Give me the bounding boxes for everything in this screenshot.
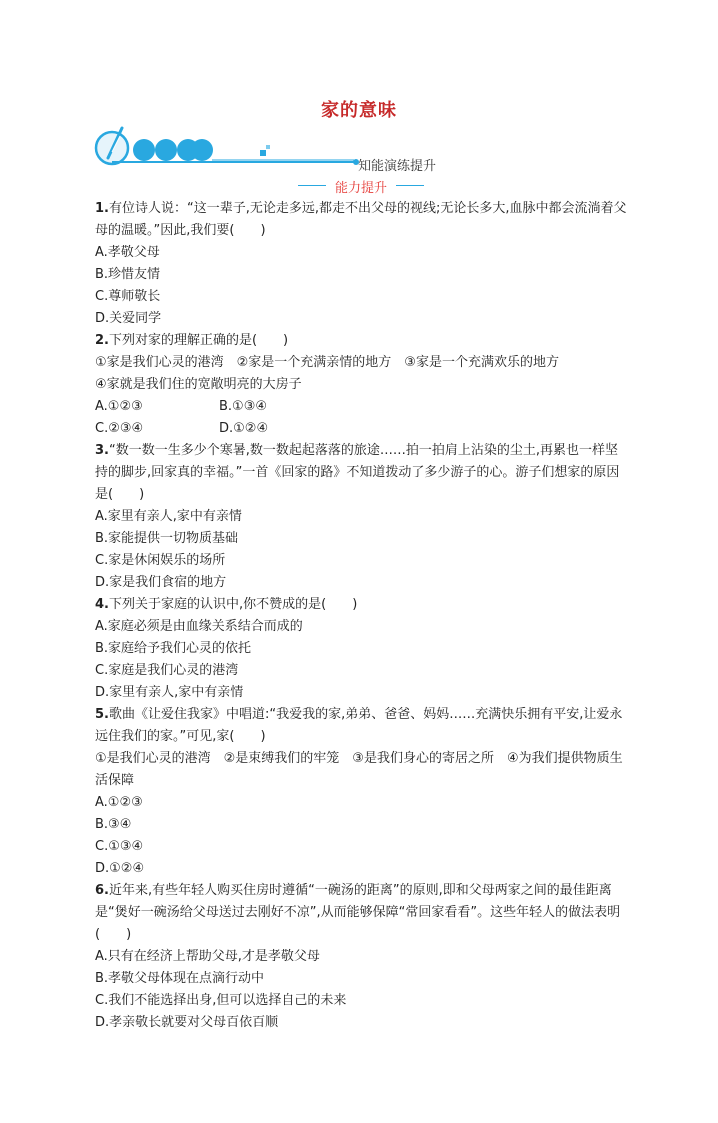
question-list xyxy=(95,198,630,1034)
statement-line: ④家就是我们住的宽敞明亮的大房子 xyxy=(95,377,302,392)
option-b: B.珍惜友情 xyxy=(95,267,161,282)
option-a: A.①②③ xyxy=(95,399,143,414)
option-b: B.孝敬父母体现在点滴行动中 xyxy=(95,971,265,986)
option-c: C.①③④ xyxy=(95,839,144,854)
option-row xyxy=(95,418,630,440)
question-number: 3. xyxy=(95,443,109,458)
option-c: C.我们不能选择出身,但可以选择自己的未来 xyxy=(95,993,347,1008)
option-d: D.①②④ xyxy=(95,861,145,876)
option-b: B.③④ xyxy=(95,817,132,832)
option-d: D.家里有亲人,家中有亲情 xyxy=(95,685,244,700)
question-stem: “数一数一生多少个寒暑,数一数起起落落的旅途……拍一拍肩上沾染的尘土,再累也一样坚持的脚步,回家真的幸福。”一首《回家的路》不知道拨动了多少游子的心。游子们想家的原因是( ) xyxy=(95,443,620,502)
option-d: D.孝亲敬长就要对父母百依百顺 xyxy=(95,1015,279,1030)
option-d: D.关爱同学 xyxy=(95,311,162,326)
option-c: C.家是休闲娱乐的场所 xyxy=(95,553,226,568)
question-5 xyxy=(95,704,630,880)
question-number: 2. xyxy=(95,333,109,348)
statement-line: ①是我们心灵的港湾 ②是束缚我们的牢笼 ③是我们身心的寄居之所 ④为我们提供物质生活保障 xyxy=(95,751,623,788)
option-a: A.只有在经济上帮助父母,才是孝敬父母 xyxy=(95,949,320,964)
option-b: B.家庭给予我们心灵的依托 xyxy=(95,641,252,656)
question-6 xyxy=(95,880,630,1034)
option-c: C.②③④ xyxy=(95,421,144,436)
question-2 xyxy=(95,330,630,440)
brush-icon xyxy=(96,128,128,164)
question-1 xyxy=(95,198,630,330)
question-4 xyxy=(95,594,630,704)
option-d: D.①②④ xyxy=(219,421,269,436)
question-stem: 下列对家的理解正确的是( ) xyxy=(108,333,289,348)
question-stem: 近年来,有些年轻人购买住房时遵循“一碗汤的距离”的原则,即和父母两家之间的最佳距离是“煲好一碗汤给父母送过去刚好不凉”,从而能够保障“常回家看看”。这些年轻人的做法表明( ) xyxy=(95,883,621,942)
option-a: A.①②③ xyxy=(95,795,143,810)
banner-dots xyxy=(133,139,213,161)
option-a: A.家里有亲人,家中有亲情 xyxy=(95,509,242,524)
statement-line: ①家是我们心灵的港湾 ②家是一个充满亲情的地方 ③家是一个充满欢乐的地方 xyxy=(95,355,559,370)
question-stem: 有位诗人说：“这一辈子,无论走多远,都走不出父母的视线;无论长多大,血脉中都会流淌着父母的温暖。”因此,我们要( ) xyxy=(95,201,627,238)
question-stem: 下列关于家庭的认识中,你不赞成的是( ) xyxy=(108,597,358,612)
page-title: 家的意味 xyxy=(321,100,397,121)
option-b: B.①③④ xyxy=(219,399,268,414)
question-stem: 歌曲《让爱住我家》中唱道:“我爱我的家,弟弟、爸爸、妈妈……充满快乐拥有平安,让爱永远住我们的家。”可见,家( ) xyxy=(95,707,623,744)
option-c: C.家庭是我们心灵的港湾 xyxy=(95,663,239,678)
subhead-text: 能力提升 xyxy=(334,181,387,196)
subhead-left-rule xyxy=(298,185,326,186)
option-c: C.尊师敬长 xyxy=(95,289,161,304)
question-number: 6. xyxy=(95,883,109,898)
option-d: D.家是我们食宿的地方 xyxy=(95,575,227,590)
subhead-right-rule xyxy=(396,185,424,186)
question-3 xyxy=(95,440,630,594)
question-number: 5. xyxy=(95,707,109,722)
banner-label: 知能演练提升 xyxy=(358,159,437,174)
option-a: A.家庭必须是由血缘关系结合而成的 xyxy=(95,619,303,634)
section-subhead xyxy=(298,177,424,196)
option-b: B.家能提供一切物质基础 xyxy=(95,531,239,546)
option-row xyxy=(95,396,630,418)
option-a: A.孝敬父母 xyxy=(95,245,160,260)
question-number: 4. xyxy=(95,597,109,612)
question-number: 1. xyxy=(95,201,109,216)
